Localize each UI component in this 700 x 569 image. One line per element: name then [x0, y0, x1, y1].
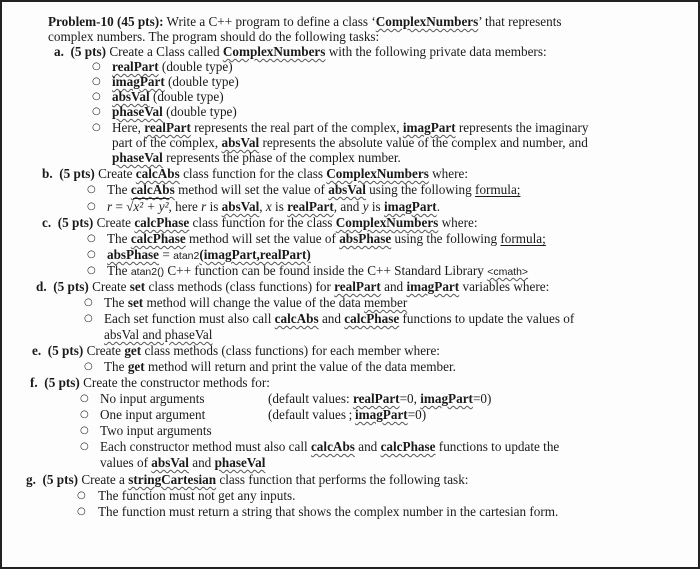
- bullet-icon: ○: [92, 122, 101, 133]
- member-description: part of the complex, absVal represents the absolute value of the complex and number, and: [112, 135, 588, 150]
- member-item: phaseVal (double type): [112, 104, 237, 119]
- bullet-text: The function must not get any inputs.: [98, 488, 296, 503]
- constructor-item: Two input arguments: [100, 423, 212, 438]
- bullet-icon: ○: [92, 76, 101, 87]
- problem-title: Problem-10 (45 pts):: [48, 14, 164, 29]
- bullet-icon: ○: [84, 361, 93, 372]
- bullet-icon: ○: [87, 201, 96, 212]
- default-values: (default values ; imagPart=0): [268, 407, 427, 422]
- section-b-heading: b. (5 pts) Create calcAbs class function for the class ComplexNumbers where:: [42, 166, 469, 181]
- problem-intro-line: complex numbers. The program should do the following tasks:: [48, 29, 380, 44]
- bullet-icon: ○: [84, 297, 93, 308]
- bullet-text: The atan2() C++ function can be found inside the C++ Standard Library <cmath>: [107, 263, 529, 278]
- bullet-text: Each constructor method must also call calcAbs and calcPhase functions to update the: [100, 439, 560, 454]
- bullet-text: The calcAbs method will set the value of absVal using the following formula;: [107, 182, 521, 197]
- constructor-item: No input arguments: [100, 391, 205, 406]
- class-name: ComplexNumbers: [375, 14, 479, 29]
- bullet-icon: ○: [92, 91, 101, 102]
- problem-header: Problem-10 (45 pts): Write a C++ program to define a class ‘ComplexNumbers’ that represents: [48, 14, 562, 29]
- bullet-icon: ○: [87, 249, 96, 260]
- member-description: phaseVal represents the phase of the complex number.: [112, 150, 401, 165]
- bullet-icon: ○: [92, 61, 101, 72]
- sqrt-icon: √: [126, 199, 134, 214]
- section-c-heading: c. (5 pts) Create calcPhase class function for the class ComplexNumbers where:: [42, 215, 478, 230]
- bullet-icon: ○: [92, 106, 101, 117]
- section-d-heading: d. (5 pts) Create set class methods (class functions) for realPart and imagPart variables where:: [36, 279, 550, 294]
- bullet-text: values of absVal and phaseVal: [100, 455, 266, 470]
- section-a-heading: a. (5 pts) Create a Class called ComplexNumbers with the following private data members:: [54, 44, 547, 59]
- bullet-icon: ○: [87, 265, 96, 276]
- bullet-icon: ○: [84, 313, 93, 324]
- bullet-icon: ○: [80, 441, 89, 452]
- section-g-heading: g. (5 pts) Create a stringCartesian class function that performs the following task:: [26, 472, 469, 487]
- bullet-text: The set method will change the value of the data member: [104, 295, 408, 310]
- formula-text: r = √x² + y², here r is absVal, x is realPart, and y is imagPart.: [107, 199, 440, 214]
- member-item: absVal (double type): [112, 89, 224, 104]
- bullet-icon: ○: [87, 184, 96, 195]
- default-values: (default values: realPart=0, imagPart=0): [268, 391, 492, 406]
- member-description: Here, realPart represents the real part of the complex, imagPart represents the imaginary: [112, 120, 589, 135]
- member-item: imagPart (double type): [112, 74, 239, 89]
- bullet-icon: ○: [80, 409, 89, 420]
- bullet-text: The calcPhase method will set the value of absPhase using the following formula;: [107, 231, 546, 246]
- bullet-icon: ○: [77, 506, 86, 517]
- bullet-icon: ○: [80, 393, 89, 404]
- bullet-text: absVal and phaseVal: [104, 327, 213, 342]
- section-e-heading: e. (5 pts) Create get class methods (class functions) for each member where:: [32, 343, 440, 358]
- bullet-text: Each set function must also call calcAbs and calcPhase functions to update the values of: [104, 311, 575, 326]
- bullet-icon: ○: [77, 490, 86, 501]
- constructor-item: One input argument: [100, 407, 206, 422]
- bullet-text: The get method will return and print the value of the data member.: [104, 359, 456, 374]
- section-f-heading: f. (5 pts) Create the constructor methods for:: [30, 375, 270, 390]
- bullet-icon: ○: [80, 425, 89, 436]
- bullet-icon: ○: [87, 233, 96, 244]
- member-item: realPart (double type): [112, 59, 233, 74]
- formula-text: absPhase = atan2(imagPart,realPart): [107, 247, 311, 262]
- bullet-text: The function must return a string that shows the complex number in the cartesian form.: [98, 504, 559, 519]
